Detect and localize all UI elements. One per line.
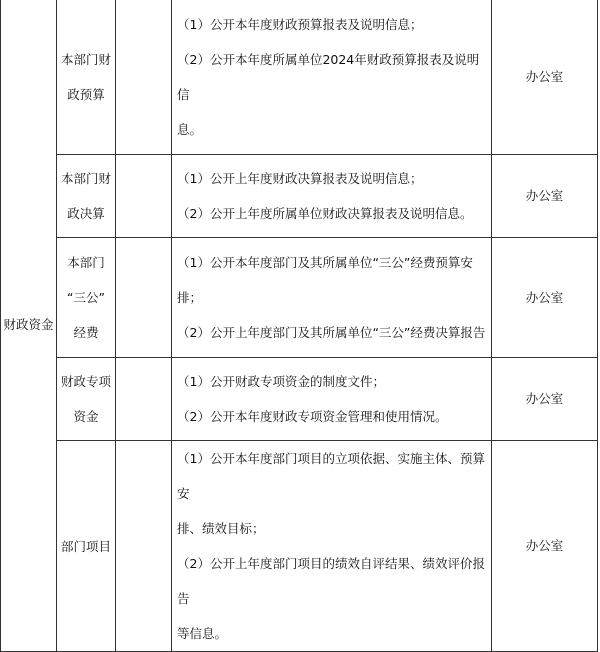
department-cell <box>492 358 598 441</box>
content-cell <box>172 0 492 155</box>
subcategory-line: 本部门 <box>67 255 105 270</box>
content-cell <box>172 155 492 238</box>
department-label: 办公室 <box>525 289 564 305</box>
subcategory-line: 经费 <box>73 325 99 340</box>
department-cell <box>492 155 598 238</box>
content-cell <box>172 238 492 358</box>
department-cell <box>492 238 598 358</box>
content-line: 排； <box>177 290 203 305</box>
content-cell <box>172 358 492 441</box>
subcategory-cell <box>57 441 116 652</box>
blank-cell <box>116 0 172 155</box>
subcategory-line: 本部门财 <box>60 171 111 186</box>
department-cell <box>492 0 598 155</box>
subcategory-line: “三公” <box>67 290 105 305</box>
subcategory-cell <box>57 238 116 358</box>
subcategory-line: 政预算 <box>67 86 105 102</box>
subcategory-cell <box>57 0 116 155</box>
table-row <box>1 155 598 238</box>
subcategory-cell <box>57 155 116 238</box>
content-line: （1）公开本年度财政预算报表及说明信息； <box>177 16 423 32</box>
table-row <box>1 0 598 155</box>
table-row <box>1 441 598 652</box>
content-line: （1）公开财政专项资金的制度文件； <box>177 374 385 389</box>
subcategory-line: 本部门财 <box>60 51 111 67</box>
department-cell <box>492 441 598 652</box>
content-line: 等信息。 <box>177 626 228 641</box>
subcategory-line: 资金 <box>73 409 99 424</box>
table-row <box>1 358 598 441</box>
subcategory-line: 财政专项 <box>60 374 111 389</box>
department-label: 办公室 <box>525 188 564 203</box>
content-line: （2）公开上年度所属单位财政决算报表及说明信息。 <box>177 206 473 221</box>
blank-cell <box>116 238 172 358</box>
subcategory-line: 部门项目 <box>60 538 111 554</box>
subcategory-cell <box>57 358 116 441</box>
department-label: 办公室 <box>525 68 564 84</box>
content-line: （1）公开本年度部门项目的立项依据、实施主体、预算安 <box>177 451 485 501</box>
subcategory-line: 政决算 <box>67 206 105 221</box>
content-line: （2）公开本年度所属单位2024年财政预算报表及说明信 <box>177 51 480 102</box>
content-line: （2）公开本年度财政专项资金管理和使用情况。 <box>177 409 448 424</box>
content-line: （2）公开上年度部门及其所属单位“三公”经费决算报告 <box>177 325 486 340</box>
table-row <box>1 238 598 358</box>
blank-cell <box>116 358 172 441</box>
content-line: 息。 <box>177 121 203 137</box>
content-line: （2）公开上年度部门项目的绩效自评结果、绩效评价报告 <box>177 556 485 606</box>
content-cell <box>172 441 492 652</box>
content-line: （1）公开本年度部门及其所属单位“三公”经费预算安 <box>177 255 473 270</box>
department-label: 办公室 <box>525 538 564 553</box>
category-cell <box>1 0 57 652</box>
content-line: 排、绩效目标； <box>177 521 265 536</box>
blank-cell <box>116 155 172 238</box>
category-label: 财政资金 <box>3 317 54 332</box>
content-line: （1）公开上年度财政决算报表及说明信息； <box>177 171 423 186</box>
department-label: 办公室 <box>525 391 564 406</box>
blank-cell <box>116 441 172 652</box>
